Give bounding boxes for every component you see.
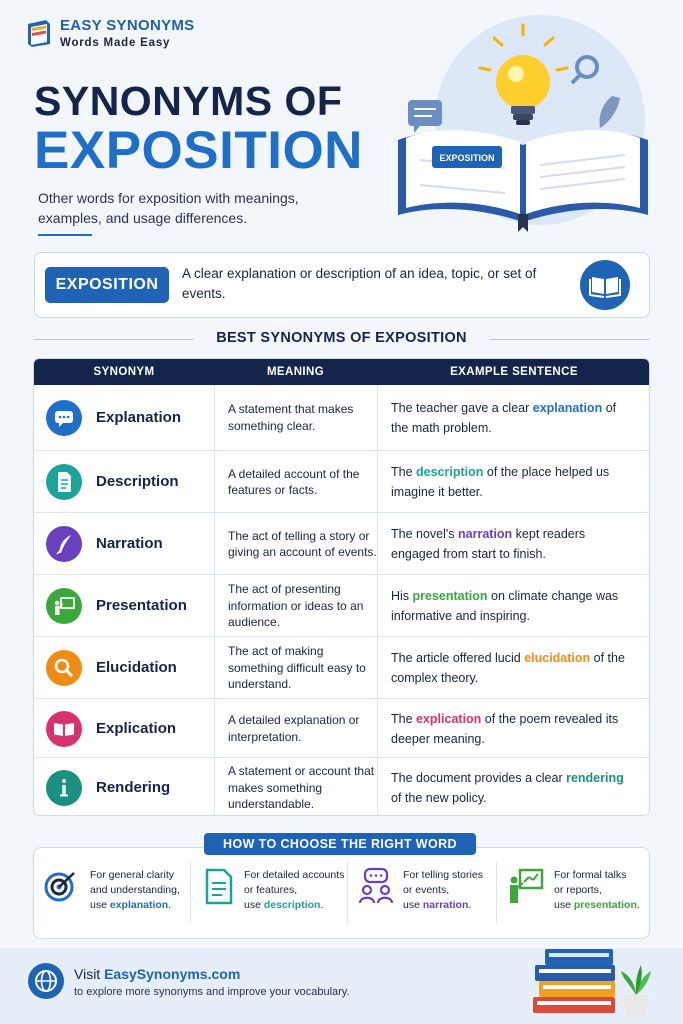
- tip-divider: [190, 862, 191, 924]
- brand-tagline: Words Made Easy: [60, 37, 171, 49]
- example-text: His: [391, 589, 413, 603]
- col-header-synonym: SYNONYM: [93, 366, 155, 378]
- table-row: [34, 757, 650, 816]
- example-text: The document provides a clear: [391, 771, 567, 785]
- tip-use-suffix: .: [468, 899, 472, 911]
- synonym-example: [391, 586, 636, 626]
- book-cover-label: EXPOSITION: [439, 153, 495, 163]
- synonyms-table: [33, 358, 650, 816]
- target-icon: [42, 866, 80, 906]
- magnifier-icon: [46, 650, 82, 686]
- open-book-icon: [580, 260, 630, 310]
- example-text: The novel's: [391, 527, 459, 541]
- table-row: [34, 698, 650, 757]
- synonym-word: Presentation: [96, 597, 187, 614]
- open-book-icon: [46, 711, 82, 747]
- example-highlight: elucidation: [524, 651, 591, 665]
- document-icon: [200, 866, 238, 906]
- tip-use-suffix: .: [320, 899, 324, 911]
- tip-use-prefix: use: [403, 899, 423, 911]
- example-text: of the complex theory.: [391, 651, 625, 685]
- col-header-example: EXAMPLE SENTENCE: [450, 366, 578, 378]
- synonym-example: [391, 462, 636, 502]
- example-text: kept readers engaged from start to finish.: [391, 527, 586, 561]
- table-header: [34, 359, 650, 385]
- footer-explore-text: to explore more synonyms and improve your vocabulary.: [74, 986, 350, 998]
- example-text: of the place helped us imagine it better.: [391, 465, 610, 499]
- synonym-example: [391, 709, 636, 749]
- globe-icon: [28, 963, 64, 999]
- example-text: on climate change was informative and inspiring.: [391, 589, 619, 623]
- tip-line: or features,: [244, 884, 298, 896]
- synonym-example: [391, 768, 636, 808]
- table-row: [34, 512, 650, 574]
- tip-line: or reports,: [554, 884, 602, 896]
- tip-line: and understanding,: [90, 884, 180, 896]
- choose-tip: [403, 868, 483, 913]
- example-text: of the math problem.: [391, 400, 617, 435]
- page-subtitle: Other words for exposition with meanings, examples, and usage differences.: [38, 190, 299, 226]
- choose-tip: [554, 868, 640, 913]
- synonym-meaning: A statement or account that makes something understandable.: [228, 764, 375, 811]
- document-icon: [46, 464, 82, 500]
- quill-icon: [46, 526, 82, 562]
- synonym-example: [391, 648, 636, 688]
- tip-use-word: description: [263, 899, 321, 911]
- choose-tip: [244, 868, 344, 913]
- example-text: The teacher gave a clear: [391, 400, 533, 415]
- chat-bubble-icon: [46, 400, 82, 436]
- example-highlight: narration: [458, 527, 513, 541]
- tip-divider: [347, 862, 348, 924]
- example-text: of the new policy.: [391, 791, 487, 805]
- choose-word-title: HOW TO CHOOSE THE RIGHT WORD: [204, 833, 476, 855]
- page-title-line1: SYNONYMS OF: [34, 78, 343, 124]
- section-title: BEST SYNONYMS OF EXPOSITION: [216, 330, 467, 346]
- example-highlight: presentation: [412, 589, 488, 603]
- tip-use-line: [554, 898, 640, 913]
- synonym-word: Narration: [96, 535, 163, 552]
- tip-line: For formal talks: [554, 869, 627, 881]
- synonym-meaning: A detailed explanation or interpretation.: [228, 713, 360, 744]
- synonym-example: [391, 524, 636, 564]
- example-highlight: explanation: [532, 400, 603, 415]
- tip-divider: [496, 862, 497, 924]
- example-highlight: explication: [416, 711, 482, 726]
- tip-line: For telling stories: [403, 869, 483, 881]
- synonym-example: [391, 398, 636, 438]
- example-text: The article offered lucid: [391, 651, 525, 665]
- synonym-word: Elucidation: [96, 659, 177, 676]
- col-header-meaning: MEANING: [266, 366, 325, 378]
- tip-use-line: [90, 898, 180, 913]
- synonym-meaning: The act of presenting information or ideas to an audience.: [228, 582, 364, 629]
- synonym-meaning: The act of telling a story or giving an account of events.: [228, 528, 377, 559]
- definition-word-badge: EXPOSITION: [45, 267, 169, 303]
- tip-use-line: [403, 898, 483, 913]
- tip-use-suffix: .: [168, 899, 172, 911]
- tip-use-word: explanation: [109, 899, 169, 911]
- synonym-word: Rendering: [96, 779, 171, 796]
- synonym-word: Description: [96, 473, 179, 490]
- tip-use-suffix: .: [636, 899, 640, 911]
- example-text: The: [391, 711, 417, 726]
- table-row: [34, 385, 650, 450]
- tip-line: or events,: [403, 884, 450, 896]
- tip-use-line: [244, 898, 344, 913]
- presenter-icon: [506, 866, 544, 906]
- table-row: [34, 574, 650, 636]
- choose-tip: [90, 868, 180, 913]
- synonym-meaning: A statement that makes something clear.: [228, 402, 354, 433]
- table-row: [34, 636, 650, 698]
- synonym-word: Explanation: [96, 408, 182, 426]
- book-stack-plant-icon: [525, 935, 655, 1020]
- synonym-word: Explication: [96, 719, 177, 737]
- tip-use-prefix: use: [554, 899, 574, 911]
- table-row: [34, 450, 650, 512]
- footer-site-link[interactable]: EasySynonyms.com: [104, 966, 241, 982]
- tip-use-prefix: use: [90, 899, 110, 911]
- footer-visit-text: [74, 966, 240, 982]
- page-title-line2: EXPOSITION: [34, 121, 363, 180]
- example-highlight: rendering: [566, 771, 624, 785]
- tip-use-prefix: use: [244, 899, 264, 911]
- definition-text: A clear explanation or description of an idea, topic, or set of events.: [182, 266, 537, 301]
- hero-book-lightbulb-illustration: [380, 10, 670, 240]
- tip-use-word: narration: [422, 899, 469, 911]
- synonym-meaning: The act of making something difficult easy to understand.: [228, 644, 366, 691]
- brand-logo-icon: [26, 18, 52, 48]
- example-text: The: [391, 465, 417, 479]
- example-text: of the poem revealed its deeper meaning.: [391, 711, 619, 746]
- tip-use-word: presentation: [573, 899, 637, 911]
- tip-line: For general clarity: [90, 869, 175, 881]
- storytellers-icon: [357, 866, 395, 906]
- example-highlight: description: [416, 465, 484, 479]
- footer-visit-prefix: Visit: [74, 966, 105, 982]
- presenter-icon: [46, 588, 82, 624]
- tip-line: For detailed accounts: [244, 869, 345, 881]
- synonym-meaning: A detailed account of the features or facts.: [228, 466, 360, 497]
- brand-name: EASY SYNONYMS: [60, 17, 195, 34]
- info-icon: [46, 770, 82, 806]
- subtitle-divider: [38, 234, 92, 236]
